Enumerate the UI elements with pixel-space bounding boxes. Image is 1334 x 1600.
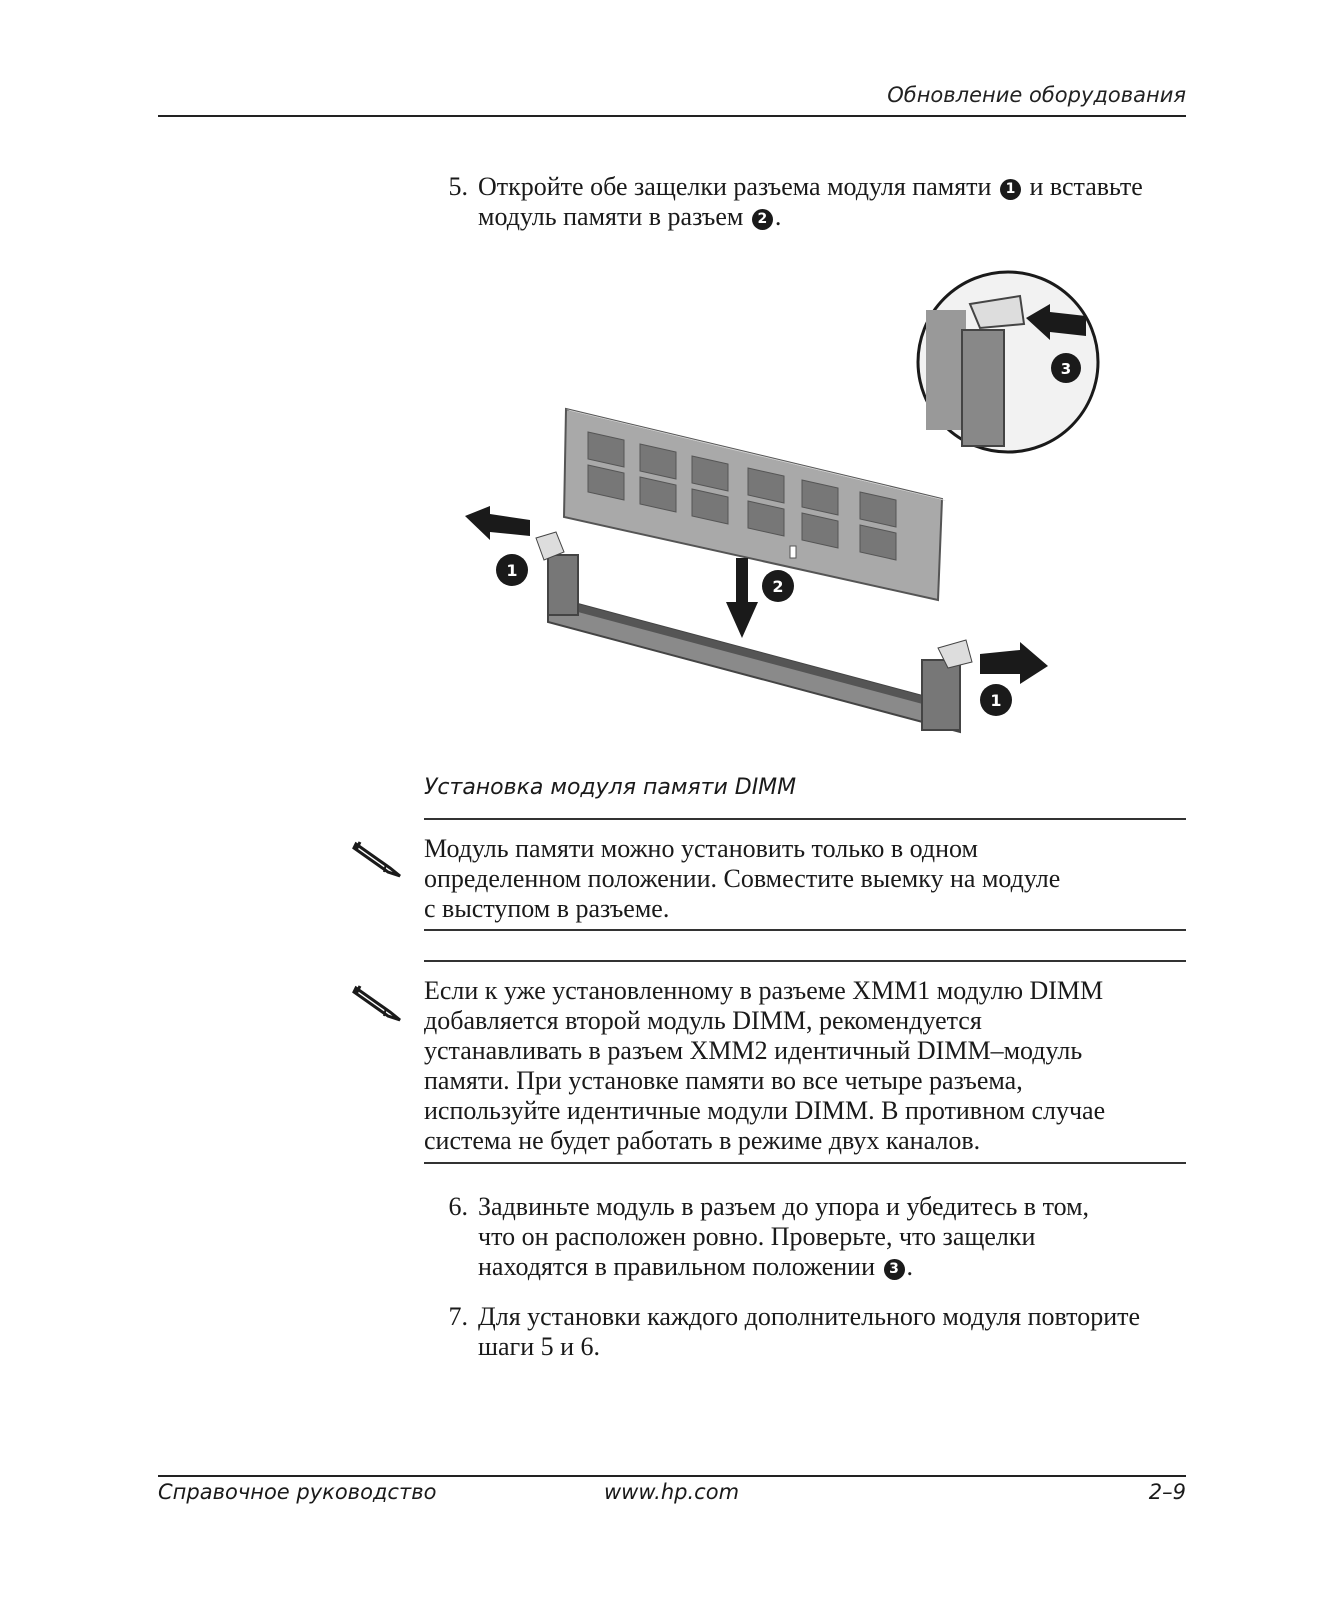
step-text: . bbox=[774, 202, 782, 231]
latch-zoom-inset bbox=[918, 272, 1098, 452]
step-text: находятся в правильном положении bbox=[478, 1252, 876, 1281]
note-line: используйте идентичные модули DIMM. В противном случае bbox=[424, 1096, 1106, 1125]
slot-latch-left bbox=[548, 555, 578, 615]
callout-2: 2 bbox=[772, 577, 784, 596]
note-line: Если к уже установленному в разъеме XMM1 модулю DIMM bbox=[424, 976, 1104, 1005]
running-head: Обновление оборудования bbox=[887, 83, 1186, 107]
figure-caption: Установка модуля памяти DIMM bbox=[424, 775, 797, 800]
step-6 bbox=[426, 1192, 1186, 1282]
note-rule bbox=[424, 818, 1186, 820]
callout-1-left: 1 bbox=[506, 561, 518, 580]
note-line: памяти. При установке памяти во все четыре разъема, bbox=[424, 1066, 1023, 1095]
footer-manual-title: Справочное руководство bbox=[158, 1480, 437, 1504]
note-text bbox=[424, 834, 1186, 924]
callout-badge: 3 bbox=[884, 1259, 905, 1280]
callout-badge: 1 bbox=[1000, 179, 1021, 200]
arrow-down bbox=[726, 558, 758, 638]
arrow-right bbox=[980, 642, 1048, 684]
slot-latch-right bbox=[922, 660, 960, 730]
note-line: устанавливать в разъем XMM2 идентичный DIMM–модуль bbox=[424, 1036, 1083, 1065]
note-line: Модуль памяти можно установить только в одном bbox=[424, 834, 978, 863]
header-rule bbox=[158, 115, 1186, 117]
callout-3: 3 bbox=[1060, 360, 1072, 378]
note-line: с выступом в разъеме. bbox=[424, 894, 670, 923]
step-number: 7. bbox=[448, 1302, 468, 1331]
step-text: модуль памяти в разъем bbox=[478, 202, 744, 231]
pencil-note-icon bbox=[352, 838, 404, 878]
step-text: Для установки каждого дополнительного модуля повторите bbox=[478, 1302, 1141, 1331]
step-text: и вставьте bbox=[1029, 172, 1143, 201]
note-line: определенном положении. Совместите выемку на модуле bbox=[424, 864, 1061, 893]
note-line: добавляется второй модуль DIMM, рекомендуется bbox=[424, 1006, 982, 1035]
step-5 bbox=[426, 172, 1186, 232]
callout-1-right: 1 bbox=[990, 691, 1002, 710]
step-text: что он расположен ровно. Проверьте, что защелки bbox=[478, 1222, 1036, 1251]
step-number: 5. bbox=[448, 172, 468, 201]
note-rule bbox=[424, 960, 1186, 962]
dimm-installation-figure bbox=[460, 270, 1140, 760]
footer-rule bbox=[158, 1475, 1186, 1477]
footer-page-number: 2–9 bbox=[1148, 1480, 1186, 1504]
note-text bbox=[424, 976, 1186, 1156]
step-number: 6. bbox=[448, 1192, 468, 1221]
footer-website[interactable]: www.hp.com bbox=[604, 1480, 740, 1504]
note-line: система не будет работать в режиме двух каналов. bbox=[424, 1126, 981, 1155]
step-text: шаги 5 и 6. bbox=[478, 1332, 601, 1361]
step-7 bbox=[426, 1302, 1186, 1362]
arrow-left bbox=[465, 506, 530, 540]
note-rule bbox=[424, 929, 1186, 931]
step-text: . bbox=[906, 1252, 914, 1281]
step-text: Откройте обе защелки разъема модуля памяти bbox=[478, 172, 992, 201]
note-rule bbox=[424, 1162, 1186, 1164]
callout-badge: 2 bbox=[752, 209, 773, 230]
pencil-note-icon bbox=[352, 982, 404, 1022]
step-text: Задвиньте модуль в разъем до упора и убедитесь в том, bbox=[478, 1192, 1090, 1221]
